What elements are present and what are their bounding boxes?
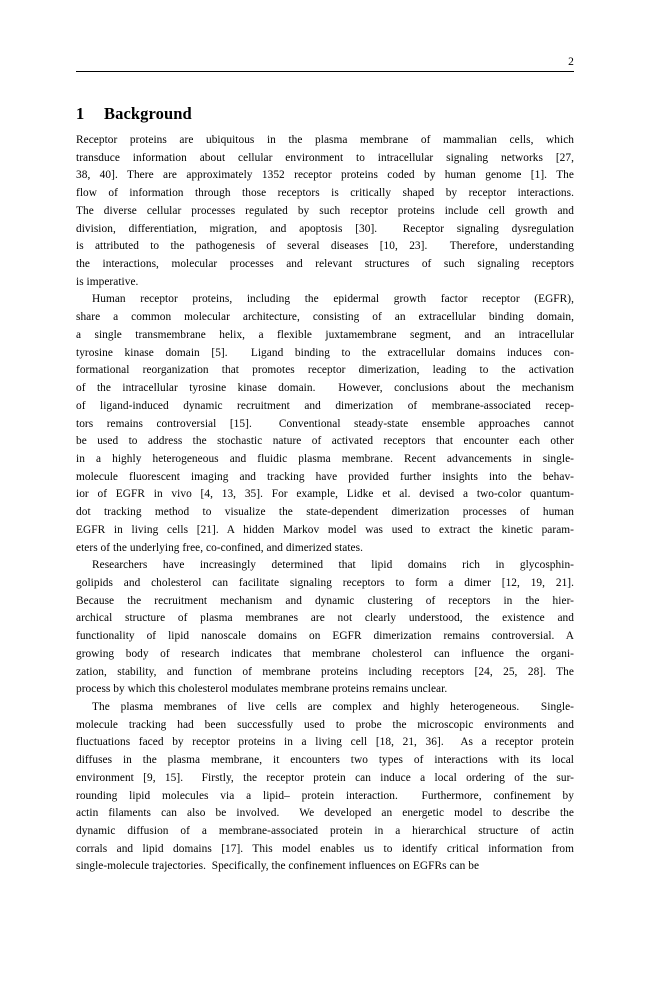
- text-line: dot tracking method to visualize the state-dependent dimerization processes of human: [76, 506, 574, 519]
- text-line: Because the recruitment mechanism and dynamic clustering of receptors in the hier-: [76, 594, 574, 607]
- text-line: Researchers have increasingly determined that lipid domains rich in glycosphin-: [92, 559, 574, 572]
- page-number: 2: [568, 56, 574, 68]
- paragraph-human-receptor-proteins: [76, 291, 574, 557]
- text-line: rounding lipid molecules via a lipid– protein interaction. Furthermore, confinement by: [76, 789, 574, 802]
- text-line: environment [9, 15]. Firstly, the receptor protein can induce a local ordering of the sur-: [76, 771, 574, 784]
- text-line: zation, stability, and function of membrane proteins including receptors [24, 25, 28]. The: [76, 665, 574, 678]
- text-line: EGFR in living cells [21]. A hidden Markov model was used to extract the kinetic param-: [76, 523, 574, 536]
- text-line: fluctuations faced by receptor proteins in a living cell [18, 21, 36]. As a receptor protein: [76, 736, 574, 749]
- text-line: the interactions, molecular processes and relevant structures of such signaling receptors: [76, 258, 574, 271]
- text-line: formational reorganization that promotes receptor dimerization, leading to the activation: [76, 364, 574, 377]
- text-line: functionality of lipid nanoscale domains on EGFR dimerization remains controversial. A: [76, 630, 574, 643]
- section-number: 1: [76, 104, 85, 124]
- text-line: growing body of research indicates that membrane cholesterol can influence the organi-: [76, 647, 574, 660]
- text-line: eters of the underlying free, co-confined, and dimerized states.: [76, 541, 363, 554]
- paragraph-plasma-membranes: [76, 699, 574, 876]
- text-line: actin filaments can also be involved. We developed an energetic model to describe the: [76, 807, 574, 820]
- text-line: molecule fluorescent imaging and tracking have provided further insights into the behav-: [76, 470, 574, 483]
- text-line: The plasma membranes of live cells are complex and highly heterogeneous. Single-: [92, 701, 574, 713]
- text-line: tyrosine kinase domain [5]. Ligand binding to the extracellular domains induces con-: [76, 346, 574, 359]
- section-title: Background: [104, 104, 192, 124]
- text-line: flow of information through those receptors is critically shaped by receptor interactions.: [76, 187, 574, 200]
- text-line: in a highly heterogeneous and fluidic plasma membrane. Recent advancements in single-: [76, 452, 574, 465]
- body-text: [76, 132, 574, 876]
- running-header: [76, 55, 574, 72]
- text-line: single-molecule trajectories. Specifically, the confinement influences on EGFRs can be: [76, 860, 480, 873]
- text-line: dynamic diffusion of a membrane-associated protein in a hierarchical structure of actin: [76, 825, 574, 838]
- section-heading: [76, 104, 574, 124]
- text-line: division, differentiation, migration, and apoptosis [30]. Receptor signaling dysregulation: [76, 222, 574, 235]
- text-line: transduce information about cellular environment to intracellular signaling networks [27,: [76, 151, 574, 164]
- text-line: The diverse cellular processes regulated by such receptor proteins include cell growth and: [76, 204, 574, 217]
- text-line: corrals and lipid domains [17]. This model enables us to identify critical information from: [76, 842, 574, 855]
- text-line: process by which this cholesterol modulates membrane proteins remains unclear.: [76, 683, 448, 696]
- text-line: tors remains controversial [15]. Conventional steady-state ensemble approaches cannot: [76, 417, 574, 430]
- text-line: Human receptor proteins, including the epidermal growth factor receptor (EGFR),: [92, 293, 574, 306]
- text-line: is imperative.: [76, 275, 139, 288]
- text-line: 38, 40]. There are approximately 1352 receptor proteins coded by human genome [1]. The: [76, 169, 574, 182]
- text-line: be used to address the stochastic nature of activated receptors that encounter each other: [76, 435, 574, 448]
- text-line: a single transmembrane helix, a flexible juxtamembrane segment, and an intracellular: [76, 328, 574, 341]
- header-rule: [76, 71, 574, 72]
- text-line: molecule tracking had been successfully used to probe the microscopic environments and: [76, 718, 574, 731]
- text-line: Receptor proteins are ubiquitous in the plasma membrane of mammalian cells, which: [76, 134, 574, 146]
- text-line: ior of EGFR in vivo [4, 13, 35]. For example, Lidke et al. devised a two-color quantum-: [76, 488, 574, 501]
- text-line: archical structure of plasma membranes are not clearly understood, the existence and: [76, 612, 574, 625]
- text-line: golipids and cholesterol can facilitate signaling receptors to form a dimer [12, 19, 21].: [76, 576, 574, 589]
- text-line: share a common molecular architecture, consisting of an extracellular binding domain,: [76, 311, 574, 324]
- text-line: of ligand-induced dynamic recruitment and dimerization of membrane-associated recep-: [76, 399, 574, 412]
- text-line: is attributed to the pathogenesis of several diseases [10, 23]. Therefore, understanding: [76, 240, 574, 253]
- text-line: diffuses in the plasma membrane, it encounters two types of interactions with its local: [76, 754, 574, 767]
- paragraph-receptor-proteins: [76, 132, 574, 291]
- text-line: of the intracellular tyrosine kinase domain. However, conclusions about the mechanism: [76, 382, 574, 395]
- paragraph-lipid-domains: [76, 557, 574, 699]
